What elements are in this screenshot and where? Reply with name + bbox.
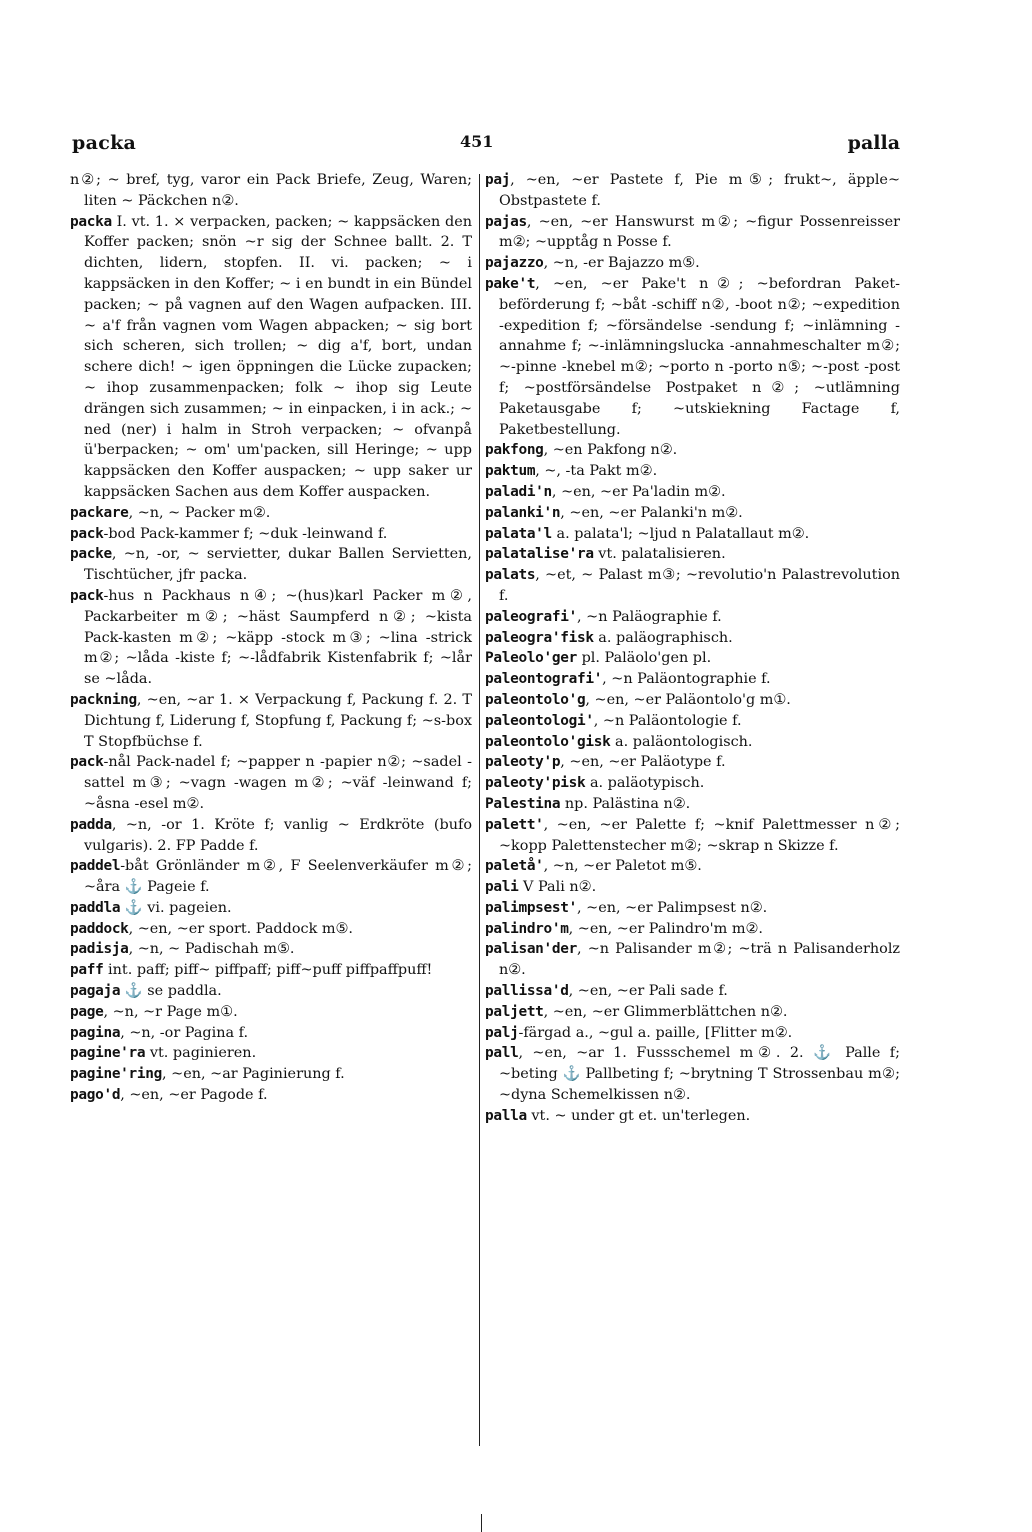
entry-definition: , ~en, ~ar 1. × Verpackung f, Packung f. 2. T Dichtung f, Liderung f, Stopfung f, Packung f; ~s-box T Stopfbüchse f. bbox=[84, 691, 472, 750]
entry-headword: palanki'n bbox=[485, 504, 561, 521]
dictionary-page bbox=[70, 128, 900, 1428]
entry-headword: paleontolo'gisk bbox=[485, 733, 611, 750]
dictionary-entry bbox=[485, 628, 900, 649]
entry-definition: , ~en Pakfong n②. bbox=[543, 442, 678, 459]
dictionary-entry bbox=[70, 960, 472, 981]
entry-definition: , ~et, ~ Palast m③; ~revolutio'n Palastrevolution f. bbox=[499, 567, 900, 604]
entry-headword: paleontologi' bbox=[485, 712, 594, 729]
entry-definition: , ~n, ~r Page m①. bbox=[103, 1003, 238, 1020]
entry-definition: a. paläotypisch. bbox=[585, 775, 705, 792]
left-column bbox=[70, 170, 472, 1106]
entry-definition: , ~en, ~er Hanswurst m②; ~figur Possenreisser m②; ~upptåg n Posse f. bbox=[499, 213, 900, 251]
dictionary-entry bbox=[70, 898, 472, 919]
entry-headword: paladi'n bbox=[485, 483, 552, 500]
entry-headword: paleontolo'g bbox=[485, 691, 586, 708]
dictionary-entry bbox=[485, 794, 900, 815]
entry-definition: -nål Pack-nadel f; ~papper n -papier n②; ~sadel -sattel m③; ~vagn -wagen m②; ~väf -leinwand f; ~åsna -esel m②. bbox=[84, 754, 472, 812]
entry-headword: pajas bbox=[485, 213, 527, 230]
entry-headword: palats bbox=[485, 567, 536, 584]
entry-definition: , ~n Paläographie f. bbox=[577, 608, 722, 625]
entry-definition: , ~n Palisander m②; ~trä n Palisanderholz n②. bbox=[499, 941, 900, 979]
entry-headword: pajazzo bbox=[485, 255, 544, 272]
dictionary-entry bbox=[485, 711, 900, 732]
right-guide-word: palla bbox=[847, 132, 900, 154]
dictionary-entry bbox=[485, 939, 900, 981]
dictionary-entry bbox=[485, 440, 900, 461]
dictionary-entry bbox=[70, 1023, 472, 1044]
entry-definition: , ~en, ~ar Paginierung f. bbox=[162, 1066, 345, 1083]
entry-headword: pack bbox=[70, 587, 104, 604]
entry-definition: int. paff; piff~ piffpaff; piff~puff piffpaffpuff! bbox=[103, 962, 433, 979]
entry-definition: , ~en, ~er Pali sade f. bbox=[568, 983, 728, 1000]
entry-definition: I. vt. 1. × verpacken, packen; ~ kappsäcken den Koffer packen; snön ~r sig der Schnee ballt. 2. T dichten, lidern, stopfen. II. vi. packen; ~ i kappsäcken in den Koffer; ~ i en bundt in ein Bündel packen; ~ på vagnen auf den Wagen aufpacken. III. ~ a'f från vagnen vom Wagen abpacken; ~ sig bort sich scheren, sich trollen; ~ dig a'f, bort, undan schere dich! ~ igen öppningen die Lücke zupacken; ~ ihop zusammenpacken; folk ~ ihop sig Leute drängen sich zusammen; ~ in einpacken, i in ack.; ~ ned (ner) i halm in Stroh verpacken; ~ ofvanpå ü'berpacken; ~ om' um'packen, sill Heringe; ~ upp kappsäcken den Koffer auspacken; ~ upp saker ur kappsäcken Sachen aus dem Koffer auspacken. bbox=[84, 213, 472, 500]
dictionary-entry bbox=[485, 648, 900, 669]
dictionary-entry bbox=[485, 690, 900, 711]
entry-headword: pakfong bbox=[485, 442, 544, 459]
entry-headword: packa bbox=[70, 213, 112, 230]
entry-headword: pall bbox=[485, 1045, 519, 1062]
dictionary-entry bbox=[485, 274, 900, 440]
dictionary-entry bbox=[485, 1002, 900, 1023]
dictionary-entry bbox=[485, 919, 900, 940]
dictionary-entry bbox=[70, 212, 472, 503]
dictionary-entry bbox=[70, 856, 472, 898]
entry-definition: , ~en, ~er Palanki'n m②. bbox=[560, 504, 743, 521]
dictionary-entry bbox=[70, 1043, 472, 1064]
entry-definition: vt. ~ under gt et. un'terlegen. bbox=[526, 1107, 751, 1124]
entry-headword: paff bbox=[70, 962, 104, 979]
entry-definition: , ~n, -er Bajazzo m⑤. bbox=[543, 255, 700, 272]
entry-definition: V Pali n②. bbox=[518, 879, 597, 896]
dictionary-entry bbox=[485, 607, 900, 628]
entry-definition: a. paläontologisch. bbox=[610, 733, 753, 750]
entry-headword: packe bbox=[70, 546, 112, 563]
dictionary-entry bbox=[485, 212, 900, 254]
entry-headword: paktum bbox=[485, 463, 536, 480]
dictionary-entry bbox=[485, 856, 900, 877]
entry-headword: paleoty'pisk bbox=[485, 775, 586, 792]
entry-headword: palatalise'ra bbox=[485, 546, 594, 563]
dictionary-entry bbox=[485, 1023, 900, 1044]
entry-definition: , ~en, ~er Paläotype f. bbox=[560, 754, 726, 771]
entry-headword: packning bbox=[70, 691, 137, 708]
entry-definition: np. Palästina n②. bbox=[560, 795, 691, 812]
entry-headword: paljett bbox=[485, 1003, 544, 1020]
dictionary-entry bbox=[485, 752, 900, 773]
entry-headword: paj bbox=[485, 172, 511, 188]
entry-definition: a. palata'l; ~ljud n Palatallaut m②. bbox=[551, 525, 810, 542]
entry-definition: vt. palatalisieren. bbox=[593, 546, 726, 563]
entry-definition: , ~n, -or Pagina f. bbox=[120, 1024, 249, 1041]
entry-headword: pago'd bbox=[70, 1087, 121, 1104]
entry-definition: -färgad a., ~gul a. paille, [Flitter m②. bbox=[518, 1024, 793, 1041]
dictionary-entry bbox=[485, 461, 900, 482]
entry-headword: Paleolo'ger bbox=[485, 650, 578, 667]
entry-definition: , ~en, ~er sport. Paddock m⑤. bbox=[128, 920, 353, 937]
entry-definition: , ~n, ~ Padischah m⑤. bbox=[128, 941, 295, 958]
entry-definition: ⚓ vi. pageien. bbox=[120, 899, 232, 916]
entry-headword: padisja bbox=[70, 941, 129, 958]
entry-definition: , ~n, -or 1. Kröte f; vanlig ~ Erdkröte (bufo vulgaris). 2. FP Padde f. bbox=[84, 816, 472, 854]
dictionary-entry bbox=[485, 524, 900, 545]
dictionary-entry bbox=[70, 752, 472, 814]
dictionary-entry bbox=[70, 981, 472, 1002]
dictionary-entry bbox=[70, 1002, 472, 1023]
entry-definition: , ~en, ~er Pake't n②; ~befordran Paket-beförderung f; ~båt -schiff n②, -boot n②; ~expedition -expedition f; ~försändelse -sendung f; ~inlämning -annahme f; ~-inlämningslucka -annahmeschalter m②; ~-pinne -knebel m②; ~porto n -porto n⑤; ~-post -post f; ~postförsändelse Postpaket n②; ~utlämning Paketausgabe f; ~utskiekning Factage f, Paketbestellung. bbox=[499, 275, 900, 438]
entry-headword: palla bbox=[485, 1107, 527, 1124]
entry-headword: palisan'der bbox=[485, 941, 578, 958]
entry-definition: , ~en, ~er Palette f; ~knif Palettmesser n②; ~kopp Palettenstecher m②; ~skrap n Skizze f. bbox=[499, 816, 900, 854]
entry-headword: pake't bbox=[485, 275, 536, 292]
entry-headword: Palestina bbox=[485, 795, 561, 812]
dictionary-entry bbox=[485, 898, 900, 919]
entry-definition: -bod Pack-kammer f; ~duk -leinwand f. bbox=[103, 525, 388, 542]
dictionary-entry bbox=[485, 1043, 900, 1105]
entry-definition: pl. Paläolo'gen pl. bbox=[577, 650, 712, 667]
entry-definition: , ~en, ~er Pastete f, Pie m⑤; frukt~, äpple~ Obstpastete f. bbox=[499, 172, 900, 209]
dictionary-entry bbox=[485, 503, 900, 524]
entry-headword: pagine'ra bbox=[70, 1045, 146, 1062]
dictionary-entry bbox=[70, 170, 472, 212]
dictionary-entry bbox=[485, 981, 900, 1002]
entry-headword: pagaja bbox=[70, 983, 121, 1000]
entry-definition: , ~, -ta Pakt m②. bbox=[535, 463, 658, 480]
entry-headword: paddel bbox=[70, 858, 121, 875]
dictionary-entry bbox=[70, 919, 472, 940]
entry-headword: pack bbox=[70, 525, 104, 542]
left-guide-word: packa bbox=[72, 132, 137, 154]
entry-headword: paleoty'p bbox=[485, 754, 561, 771]
entry-headword: padda bbox=[70, 816, 112, 833]
right-column bbox=[485, 170, 900, 1127]
dictionary-entry bbox=[485, 253, 900, 274]
entry-definition: , ~en, ~er Paläontolo'g m①. bbox=[585, 691, 791, 708]
dictionary-entry bbox=[70, 586, 472, 690]
entry-headword: palata'l bbox=[485, 525, 552, 542]
page-header bbox=[70, 128, 900, 158]
dictionary-entry bbox=[485, 815, 900, 857]
entry-headword: pallissa'd bbox=[485, 983, 569, 1000]
entry-definition: ⚓ se paddla. bbox=[120, 983, 222, 1000]
entry-definition: , ~n Paläontologie f. bbox=[593, 712, 742, 729]
entry-definition: , ~n, ~er Paletot m⑤. bbox=[543, 858, 702, 875]
entry-headword: paletå' bbox=[485, 858, 544, 875]
entry-definition: -båt Grönländer m②, F Seelenverkäufer m②; ~åra ⚓ Pageie f. bbox=[84, 858, 472, 896]
entry-definition: , ~n, -or, ~ servietter, dukar Ballen Servietten, Tischtücher, jfr packa. bbox=[84, 546, 472, 584]
entry-definition: , ~en, ~er Palindro'm m②. bbox=[568, 920, 763, 937]
dictionary-entry bbox=[70, 1085, 472, 1106]
dictionary-entry bbox=[70, 690, 472, 752]
dictionary-entry bbox=[70, 544, 472, 586]
dictionary-entry bbox=[70, 939, 472, 960]
entry-definition: -hus n Packhaus n④; ~(hus)karl Packer m②, Packarbeiter m②; ~häst Saumpferd n②; ~kista Pack-kasten m②; ~käpp -stock m③; ~lina -strick m②; ~låda -kiste f; ~-lådfabrik Kistenfabrik f; ~lår se ~låda. bbox=[84, 587, 472, 688]
entry-definition: , ~n Paläontographie f. bbox=[602, 671, 771, 688]
entry-headword: palett' bbox=[485, 816, 544, 833]
dictionary-entry bbox=[485, 1106, 900, 1127]
dictionary-entry bbox=[485, 732, 900, 753]
entry-headword: pali bbox=[485, 879, 519, 896]
entry-headword: pagina bbox=[70, 1024, 121, 1041]
dictionary-entry bbox=[485, 773, 900, 794]
dictionary-entry bbox=[485, 544, 900, 565]
column-divider bbox=[479, 174, 480, 1446]
dictionary-entry bbox=[485, 482, 900, 503]
entry-headword: paleontografi' bbox=[485, 671, 603, 688]
entry-headword: page bbox=[70, 1003, 104, 1020]
entry-headword: paleografi' bbox=[485, 608, 578, 625]
dictionary-entry bbox=[70, 524, 472, 545]
entry-headword: palindro'm bbox=[485, 920, 569, 937]
entry-headword: packare bbox=[70, 504, 129, 521]
entry-headword: paddla bbox=[70, 899, 121, 916]
entry-definition: vt. paginieren. bbox=[145, 1045, 257, 1062]
dictionary-entry bbox=[485, 565, 900, 607]
entry-headword: pagine'ring bbox=[70, 1066, 163, 1083]
entry-definition: n②; ~ bref, tyg, varor ein Pack Briefe, Zeug, Waren; liten ~ Päckchen n②. bbox=[70, 172, 472, 209]
entry-definition: a. paläographisch. bbox=[593, 629, 733, 646]
dictionary-entry bbox=[485, 877, 900, 898]
entry-headword: paddock bbox=[70, 920, 129, 937]
entry-definition: , ~n, ~ Packer m②. bbox=[128, 504, 271, 521]
entry-definition: , ~en, ~er Glimmerblättchen n②. bbox=[543, 1003, 788, 1020]
entry-definition: , ~en, ~er Pagode f. bbox=[120, 1087, 268, 1104]
entry-definition: , ~en, ~er Pa'ladin m②. bbox=[551, 483, 726, 500]
dictionary-entry bbox=[485, 669, 900, 690]
dictionary-entry bbox=[485, 170, 900, 212]
entry-headword: palj bbox=[485, 1024, 519, 1041]
entry-headword: paleogra'fisk bbox=[485, 629, 594, 646]
dictionary-entry bbox=[70, 503, 472, 524]
column-divider-bottom bbox=[481, 1514, 482, 1532]
dictionary-entry bbox=[70, 1064, 472, 1085]
entry-headword: pack bbox=[70, 754, 104, 771]
page-number: 451 bbox=[460, 132, 494, 151]
entry-headword: palimpsest' bbox=[485, 899, 578, 916]
entry-definition: , ~en, ~er Palimpsest n②. bbox=[577, 899, 768, 916]
entry-definition: , ~en, ~ar 1. Fussschemel m②. 2. ⚓ Palle f; ~beting ⚓ Pallbeting f; ~brytning T Strossenbau m②; ~dyna Schemelkissen n②. bbox=[499, 1045, 900, 1104]
dictionary-entry bbox=[70, 815, 472, 857]
